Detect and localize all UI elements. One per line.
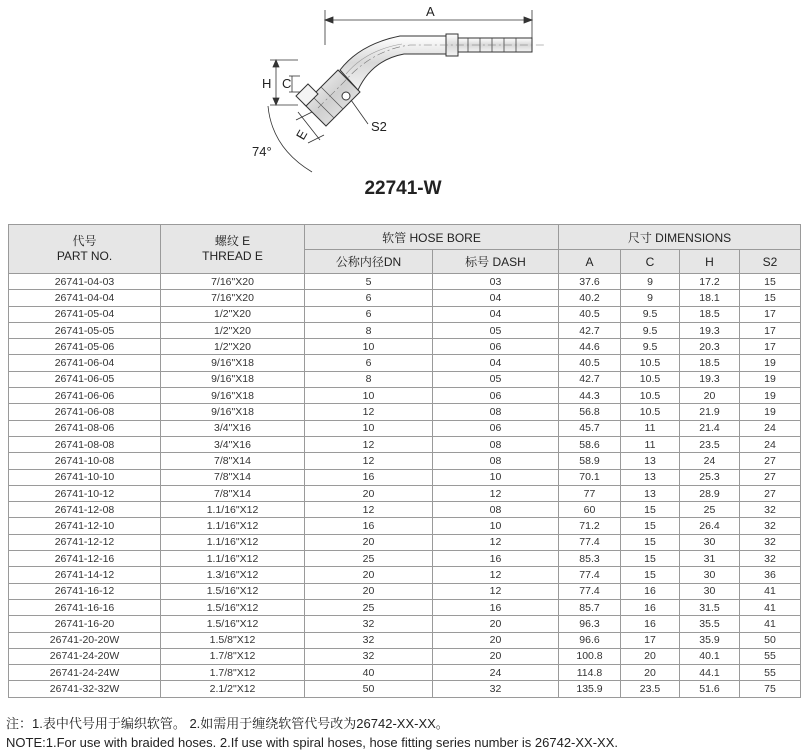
part-no-cell: 26741-08-06 — [9, 420, 161, 436]
header-hose-bore: 软管 HOSE BORE — [305, 225, 559, 250]
s2-cell: 41 — [740, 599, 801, 615]
thread-cell: 1.7/8"X12 — [161, 648, 305, 664]
part-no-cell: 26741-32-32W — [9, 681, 161, 697]
part-no-cell: 26741-10-10 — [9, 469, 161, 485]
thread-cell: 1/2"X20 — [161, 306, 305, 322]
c-cell: 16 — [621, 599, 680, 615]
s2-cell: 19 — [740, 404, 801, 420]
dash-cell: 12 — [433, 567, 559, 583]
h-cell: 20.3 — [680, 339, 740, 355]
thread-cell: 1.1/16"X12 — [161, 551, 305, 567]
label-a: A — [426, 4, 435, 19]
dash-cell: 12 — [433, 485, 559, 501]
dn-cell: 12 — [305, 436, 433, 452]
table-row — [9, 339, 801, 355]
h-cell: 30 — [680, 534, 740, 550]
dash-cell: 05 — [433, 322, 559, 338]
h-cell: 18.5 — [680, 306, 740, 322]
h-cell: 26.4 — [680, 518, 740, 534]
header-part-cn: 代号 — [72, 234, 97, 248]
s2-cell: 36 — [740, 567, 801, 583]
table-row — [9, 371, 801, 387]
a-cell: 44.3 — [559, 388, 621, 404]
header-s2: S2 — [740, 250, 801, 274]
s2-cell: 41 — [740, 583, 801, 599]
dash-cell: 32 — [433, 681, 559, 697]
dash-cell: 04 — [433, 355, 559, 371]
h-cell: 44.1 — [680, 665, 740, 681]
table-row — [9, 632, 801, 648]
c-cell: 9.5 — [621, 322, 680, 338]
table-row — [9, 534, 801, 550]
s2-cell: 17 — [740, 339, 801, 355]
header-dn: 公称内径DN — [305, 250, 433, 274]
a-cell: 85.7 — [559, 599, 621, 615]
c-cell: 13 — [621, 485, 680, 501]
label-s2: S2 — [371, 119, 387, 134]
dash-cell: 06 — [433, 420, 559, 436]
h-cell: 31.5 — [680, 599, 740, 615]
table-row — [9, 469, 801, 485]
header-part-en: PART NO. — [56, 249, 113, 263]
a-cell: 96.3 — [559, 616, 621, 632]
header-part-no — [9, 225, 161, 274]
s2-cell: 32 — [740, 534, 801, 550]
thread-cell: 1/2"X20 — [161, 339, 305, 355]
table-row — [9, 420, 801, 436]
table-row — [9, 485, 801, 501]
table-row — [9, 388, 801, 404]
dn-cell: 12 — [305, 502, 433, 518]
dn-cell: 6 — [305, 306, 433, 322]
dash-cell: 03 — [433, 274, 559, 290]
dn-cell: 25 — [305, 551, 433, 567]
note-chinese: 注：1.表中代号用于编织软管。 2.如需用于缠绕软管代号改为26742-XX-XX。 — [6, 716, 449, 731]
c-cell: 13 — [621, 469, 680, 485]
table-row — [9, 599, 801, 615]
c-cell: 11 — [621, 420, 680, 436]
h-cell: 51.6 — [680, 681, 740, 697]
thread-cell: 1/2"X20 — [161, 322, 305, 338]
h-cell: 21.4 — [680, 420, 740, 436]
dn-cell: 10 — [305, 420, 433, 436]
c-cell: 16 — [621, 583, 680, 599]
label-c: C — [282, 76, 292, 91]
table-row — [9, 518, 801, 534]
a-cell: 37.6 — [559, 274, 621, 290]
part-no-cell: 26741-06-05 — [9, 371, 161, 387]
thread-cell: 3/4"X16 — [161, 436, 305, 452]
dn-cell: 5 — [305, 274, 433, 290]
h-cell: 30 — [680, 567, 740, 583]
part-no-cell: 26741-04-04 — [9, 290, 161, 306]
table-row — [9, 322, 801, 338]
dash-cell: 20 — [433, 632, 559, 648]
thread-cell: 1.5/8"X12 — [161, 632, 305, 648]
thread-cell: 3/4"X16 — [161, 420, 305, 436]
dn-cell: 40 — [305, 665, 433, 681]
dash-cell: 10 — [433, 469, 559, 485]
h-cell: 30 — [680, 583, 740, 599]
a-cell: 135.9 — [559, 681, 621, 697]
s2-cell: 41 — [740, 616, 801, 632]
a-cell: 77.4 — [559, 567, 621, 583]
dn-cell: 10 — [305, 388, 433, 404]
s2-cell: 17 — [740, 306, 801, 322]
a-cell: 58.6 — [559, 436, 621, 452]
s2-cell: 19 — [740, 355, 801, 371]
a-cell: 60 — [559, 502, 621, 518]
table-row — [9, 306, 801, 322]
a-cell: 40.2 — [559, 290, 621, 306]
dash-cell: 10 — [433, 518, 559, 534]
h-cell: 20 — [680, 388, 740, 404]
thread-cell: 1.5/16"X12 — [161, 599, 305, 615]
dash-cell: 24 — [433, 665, 559, 681]
dn-cell: 20 — [305, 485, 433, 501]
a-cell: 114.8 — [559, 665, 621, 681]
a-cell: 71.2 — [559, 518, 621, 534]
a-cell: 85.3 — [559, 551, 621, 567]
thread-cell: 1.5/16"X12 — [161, 583, 305, 599]
part-no-cell: 26741-10-08 — [9, 453, 161, 469]
thread-cell: 7/16"X20 — [161, 290, 305, 306]
thread-cell: 1.3/16"X12 — [161, 567, 305, 583]
dn-cell: 32 — [305, 648, 433, 664]
h-cell: 18.1 — [680, 290, 740, 306]
dash-cell: 06 — [433, 339, 559, 355]
dn-cell: 32 — [305, 616, 433, 632]
part-no-cell: 26741-24-20W — [9, 648, 161, 664]
thread-cell: 1.1/16"X12 — [161, 518, 305, 534]
c-cell: 23.5 — [621, 681, 680, 697]
table-row — [9, 404, 801, 420]
a-cell: 40.5 — [559, 355, 621, 371]
a-cell: 45.7 — [559, 420, 621, 436]
a-cell: 44.6 — [559, 339, 621, 355]
table-row — [9, 436, 801, 452]
c-cell: 17 — [621, 632, 680, 648]
s2-cell: 15 — [740, 290, 801, 306]
a-cell: 70.1 — [559, 469, 621, 485]
thread-cell: 7/8"X14 — [161, 469, 305, 485]
table-row — [9, 290, 801, 306]
c-cell: 10.5 — [621, 371, 680, 387]
dn-cell: 32 — [305, 632, 433, 648]
part-no-cell: 26741-12-12 — [9, 534, 161, 550]
c-cell: 10.5 — [621, 404, 680, 420]
h-cell: 18.5 — [680, 355, 740, 371]
s2-cell: 24 — [740, 436, 801, 452]
table-row — [9, 274, 801, 290]
dn-cell: 8 — [305, 322, 433, 338]
table-row — [9, 583, 801, 599]
s2-cell: 17 — [740, 322, 801, 338]
s2-cell: 27 — [740, 485, 801, 501]
table-row — [9, 355, 801, 371]
dash-cell: 08 — [433, 453, 559, 469]
label-angle: 74° — [252, 144, 272, 159]
header-a: A — [559, 250, 621, 274]
c-cell: 16 — [621, 616, 680, 632]
a-cell: 96.6 — [559, 632, 621, 648]
dash-cell: 12 — [433, 534, 559, 550]
dn-cell: 10 — [305, 339, 433, 355]
thread-cell: 1.5/16"X12 — [161, 616, 305, 632]
c-cell: 13 — [621, 453, 680, 469]
thread-cell: 1.7/8"X12 — [161, 665, 305, 681]
thread-cell: 9/16"X18 — [161, 355, 305, 371]
h-cell: 17.2 — [680, 274, 740, 290]
dash-cell: 16 — [433, 551, 559, 567]
model-number-title: 22741-W — [364, 178, 442, 199]
s2-cell: 15 — [740, 274, 801, 290]
part-no-cell: 26741-10-12 — [9, 485, 161, 501]
h-cell: 25 — [680, 502, 740, 518]
dash-cell: 20 — [433, 648, 559, 664]
thread-cell: 1.1/16"X12 — [161, 502, 305, 518]
dash-cell: 08 — [433, 436, 559, 452]
c-cell: 15 — [621, 518, 680, 534]
label-h: H — [262, 76, 272, 91]
dn-cell: 6 — [305, 355, 433, 371]
s2-cell: 19 — [740, 371, 801, 387]
dn-cell: 12 — [305, 453, 433, 469]
part-no-cell: 26741-24-24W — [9, 665, 161, 681]
header-thread-cn: 螺纹 E — [214, 234, 251, 248]
header-thread-en: THREAD E — [202, 249, 263, 263]
thread-cell: 7/8"X14 — [161, 485, 305, 501]
part-no-cell: 26741-06-04 — [9, 355, 161, 371]
thread-cell: 9/16"X18 — [161, 404, 305, 420]
a-cell: 42.7 — [559, 371, 621, 387]
h-cell: 19.3 — [680, 371, 740, 387]
h-cell: 25.3 — [680, 469, 740, 485]
part-no-cell: 26741-12-10 — [9, 518, 161, 534]
c-cell: 9 — [621, 290, 680, 306]
part-no-cell: 26741-05-06 — [9, 339, 161, 355]
part-no-cell: 26741-08-08 — [9, 436, 161, 452]
header-h: H — [680, 250, 740, 274]
part-no-cell: 26741-16-20 — [9, 616, 161, 632]
s2-cell: 55 — [740, 665, 801, 681]
dn-cell: 20 — [305, 583, 433, 599]
specification-table — [8, 224, 801, 698]
s2-cell: 32 — [740, 518, 801, 534]
h-cell: 35.5 — [680, 616, 740, 632]
label-e: E — [292, 127, 311, 143]
table-row — [9, 567, 801, 583]
table-row — [9, 648, 801, 664]
c-cell: 20 — [621, 665, 680, 681]
table-row — [9, 502, 801, 518]
a-cell: 56.8 — [559, 404, 621, 420]
table-row — [9, 616, 801, 632]
header-c: C — [621, 250, 680, 274]
thread-cell: 2.1/2"X12 — [161, 681, 305, 697]
h-cell: 19.3 — [680, 322, 740, 338]
a-cell: 77.4 — [559, 583, 621, 599]
notes — [6, 714, 806, 752]
c-cell: 15 — [621, 567, 680, 583]
dash-cell: 20 — [433, 616, 559, 632]
dn-cell: 12 — [305, 404, 433, 420]
dash-cell: 04 — [433, 306, 559, 322]
h-cell: 31 — [680, 551, 740, 567]
s2-cell: 50 — [740, 632, 801, 648]
c-cell: 15 — [621, 551, 680, 567]
h-cell: 35.9 — [680, 632, 740, 648]
part-no-cell: 26741-16-16 — [9, 599, 161, 615]
part-no-cell: 26741-06-06 — [9, 388, 161, 404]
note-english: NOTE:1.For use with braided hoses. 2.If use with spiral hoses, hose fitting series number is 26742-XX-XX. — [6, 735, 619, 750]
part-no-cell: 26741-12-16 — [9, 551, 161, 567]
header-thread — [161, 225, 305, 274]
thread-cell: 7/8"X14 — [161, 453, 305, 469]
dn-cell: 50 — [305, 681, 433, 697]
table-row — [9, 551, 801, 567]
header-dash: 标号 DASH — [433, 250, 559, 274]
c-cell: 10.5 — [621, 388, 680, 404]
h-cell: 28.9 — [680, 485, 740, 501]
part-no-cell: 26741-05-04 — [9, 306, 161, 322]
a-cell: 77.4 — [559, 534, 621, 550]
c-cell: 9.5 — [621, 306, 680, 322]
table-row — [9, 453, 801, 469]
thread-cell: 9/16"X18 — [161, 371, 305, 387]
dash-cell: 08 — [433, 404, 559, 420]
s2-cell: 32 — [740, 551, 801, 567]
dn-cell: 25 — [305, 599, 433, 615]
c-cell: 20 — [621, 648, 680, 664]
s2-cell: 27 — [740, 469, 801, 485]
c-cell: 15 — [621, 534, 680, 550]
c-cell: 11 — [621, 436, 680, 452]
s2-cell: 75 — [740, 681, 801, 697]
part-no-cell: 26741-04-03 — [9, 274, 161, 290]
thread-cell: 7/16"X20 — [161, 274, 305, 290]
s2-cell: 27 — [740, 453, 801, 469]
part-no-cell: 26741-05-05 — [9, 322, 161, 338]
dn-cell: 16 — [305, 518, 433, 534]
specification-table-body — [9, 274, 801, 698]
dn-cell: 16 — [305, 469, 433, 485]
dn-cell: 20 — [305, 567, 433, 583]
dash-cell: 04 — [433, 290, 559, 306]
dash-cell: 16 — [433, 599, 559, 615]
fitting-elbow — [340, 36, 456, 124]
thread-cell: 9/16"X18 — [161, 388, 305, 404]
table-row — [9, 681, 801, 697]
a-cell: 40.5 — [559, 306, 621, 322]
dash-cell: 05 — [433, 371, 559, 387]
h-cell: 40.1 — [680, 648, 740, 664]
part-no-cell: 26741-14-12 — [9, 567, 161, 583]
h-cell: 23.5 — [680, 436, 740, 452]
c-cell: 9 — [621, 274, 680, 290]
dn-cell: 8 — [305, 371, 433, 387]
c-cell: 9.5 — [621, 339, 680, 355]
h-cell: 24 — [680, 453, 740, 469]
s2-cell: 24 — [740, 420, 801, 436]
table-row — [9, 665, 801, 681]
c-cell: 15 — [621, 502, 680, 518]
part-no-cell: 26741-12-08 — [9, 502, 161, 518]
dash-cell: 06 — [433, 388, 559, 404]
s2-cell: 32 — [740, 502, 801, 518]
dn-cell: 20 — [305, 534, 433, 550]
dn-cell: 6 — [305, 290, 433, 306]
dash-cell: 12 — [433, 583, 559, 599]
c-cell: 10.5 — [621, 355, 680, 371]
thread-cell: 1.1/16"X12 — [161, 534, 305, 550]
header-dimensions: 尺寸 DIMENSIONS — [559, 225, 801, 250]
s2-cell: 19 — [740, 388, 801, 404]
dash-cell: 08 — [433, 502, 559, 518]
part-no-cell: 26741-16-12 — [9, 583, 161, 599]
a-cell: 77 — [559, 485, 621, 501]
s2-cell: 55 — [740, 648, 801, 664]
part-no-cell: 26741-20-20W — [9, 632, 161, 648]
a-cell: 100.8 — [559, 648, 621, 664]
a-cell: 42.7 — [559, 322, 621, 338]
part-no-cell: 26741-06-08 — [9, 404, 161, 420]
a-cell: 58.9 — [559, 453, 621, 469]
h-cell: 21.9 — [680, 404, 740, 420]
